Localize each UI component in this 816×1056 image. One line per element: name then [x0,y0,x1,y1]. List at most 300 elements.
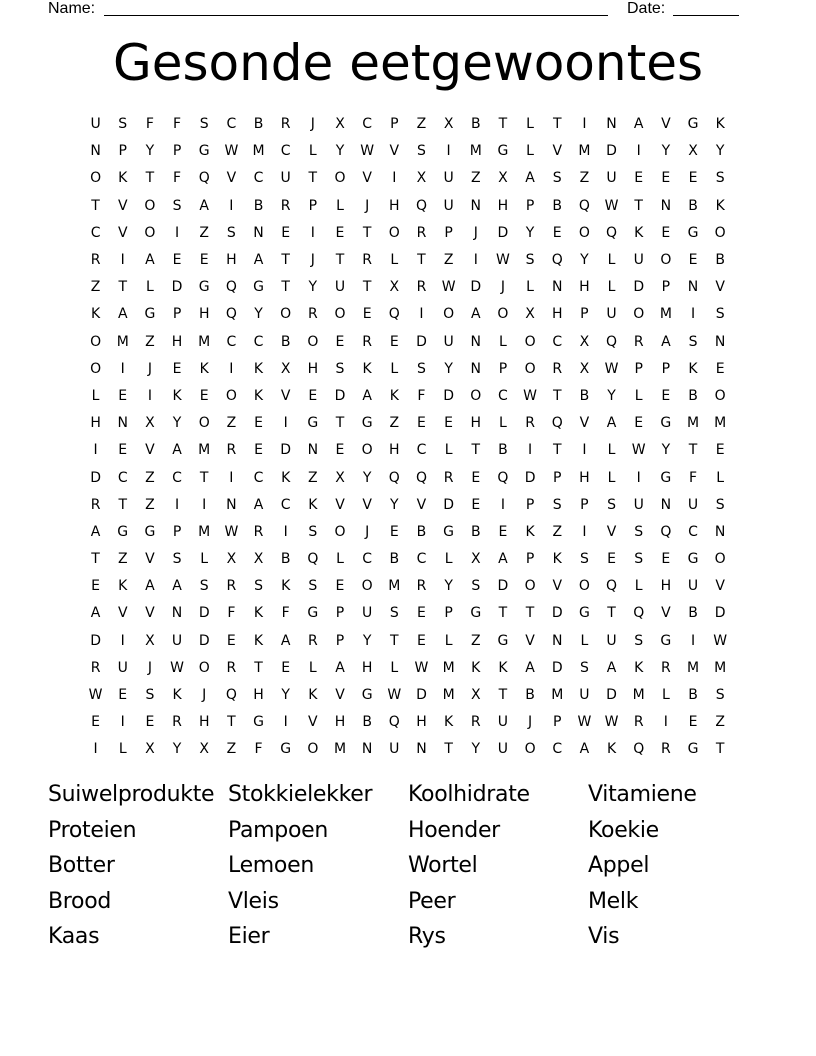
word-list-item: Koolhidrate [408,782,530,807]
grid-letter: Y [145,143,155,160]
grid-letter: L [526,279,534,296]
grid-letter: Y [471,741,481,758]
grid-letter: N [470,360,481,377]
grid-letter: A [90,523,101,540]
grid-letter: E [335,224,345,241]
grid-letter: K [253,387,264,404]
grid-letter: T [227,714,236,731]
grid-letter: O [280,306,292,323]
grid-letter: A [606,415,617,432]
grid-letter: N [90,143,101,160]
grid-letter: K [525,523,535,540]
grid-letter: R [470,714,481,731]
grid-letter: A [90,605,101,622]
grid-letter: D [443,496,454,513]
date-label: Date: [627,0,666,17]
grid-letter: D [443,387,454,404]
grid-letter: A [498,551,508,568]
grid-letter: E [661,551,671,568]
grid-letter: A [579,741,590,758]
grid-letter: D [497,224,509,241]
word-list-item: Kaas [48,924,100,950]
grid-letter: R [90,496,101,513]
word-list-item: Koekie [588,817,659,843]
grid-letter: N [551,632,563,649]
word-list-item: Botter [48,853,115,879]
grid-letter: X [226,551,237,568]
grid-letter: S [715,306,725,323]
grid-letter: T [417,252,426,269]
grid-letter: Z [552,523,563,540]
grid-letter: E [362,306,372,323]
grid-letter: I [93,442,98,459]
grid-letter: I [392,170,397,187]
grid-letter: M [469,143,482,160]
grid-letter: T [362,279,372,296]
grid-letter: M [659,306,672,323]
grid-letter: V [145,442,155,459]
grid-letter: X [443,116,454,133]
grid-letter: H [551,306,563,323]
word-list [48,777,768,955]
grid-letter: E [389,523,399,540]
grid-letter: I [446,143,451,160]
grid-letter: B [688,387,698,404]
grid-letter: L [200,551,209,568]
grid-letter: D [171,279,183,296]
grid-letter: R [307,632,318,649]
grid-letter: K [253,632,264,649]
grid-row [82,682,734,709]
grid-letter: R [226,659,237,676]
grid-letter: N [361,741,373,758]
grid-letter: N [416,741,427,758]
grid-letter: T [254,659,263,676]
grid-letter: R [552,360,563,377]
grid-letter: C [552,741,563,758]
grid-letter: D [524,469,536,486]
grid-row [82,165,734,192]
grid-letter: E [417,632,426,649]
grid-letter: Z [199,224,209,241]
grid-letter: V [145,551,155,568]
grid-letter: B [253,116,264,133]
grid-letter: L [526,143,534,160]
grid-letter: S [579,551,589,568]
grid-letter: N [117,415,128,432]
grid-letter: V [335,496,345,513]
grid-letter: S [172,197,182,214]
grid-letter: X [335,469,345,486]
grid-letter: F [145,116,154,133]
grid-letter: B [362,714,372,731]
grid-letter: G [144,306,156,323]
grid-letter: I [229,360,234,377]
date-blank-line [673,15,739,16]
grid-letter: A [525,170,535,187]
grid-letter: Y [607,387,616,404]
grid-letter: B [470,523,481,540]
grid-letter: Q [606,224,618,241]
grid-letter: Z [470,632,481,649]
grid-letter: K [634,659,644,676]
grid-letter: E [145,714,155,731]
grid-letter: Z [470,170,481,187]
grid-letter: H [90,415,101,432]
header-line [48,0,748,20]
grid-letter: I [120,632,125,649]
grid-letter: P [525,551,535,568]
grid-letter: J [147,360,152,377]
grid-letter: C [226,116,237,133]
grid-letter: O [198,415,210,432]
grid-letter: B [280,333,291,350]
grid-row [82,655,734,682]
grid-letter: P [661,360,671,377]
grid-letter: Y [390,496,399,513]
grid-letter: L [716,469,725,486]
grid-letter: V [362,496,372,513]
grid-letter: R [226,578,237,595]
grid-letter: P [390,116,399,133]
grid-row [82,356,734,383]
name-label: Name: [48,0,96,17]
grid-row [82,329,734,356]
grid-letter: Y [362,469,372,486]
grid-letter: M [578,143,591,160]
grid-letter: C [280,496,291,513]
grid-letter: X [145,415,155,432]
grid-letter: L [336,551,344,568]
grid-letter: T [91,197,100,214]
grid-letter: M [198,523,211,540]
grid-letter: E [634,415,644,432]
grid-letter: T [498,605,508,622]
grid-letter: E [471,469,481,486]
grid-letter: P [172,523,182,540]
grid-letter: K [281,578,291,595]
grid-letter: E [335,578,345,595]
grid-letter: O [524,333,536,350]
grid-letter: W [414,659,429,676]
grid-letter: R [226,442,237,459]
grid-letter: Y [444,578,453,595]
grid-letter: N [253,224,264,241]
grid-letter: C [688,523,698,540]
grid-letter: L [607,279,616,296]
grid-letter: N [470,333,481,350]
grid-letter: E [308,387,318,404]
grid-letter: F [281,605,290,622]
word-list-item: Lemoen [228,853,314,879]
grid-letter: G [361,415,373,432]
word-list-item: Proteien [48,817,137,843]
grid-letter: H [470,415,482,432]
grid-letter: D [280,442,292,459]
grid-letter: R [280,116,291,133]
grid-letter: Y [172,741,182,758]
grid-letter: W [88,687,103,704]
grid-letter: K [362,360,372,377]
grid-letter: I [419,306,424,323]
grid-letter: E [118,387,128,404]
grid-letter: R [253,523,264,540]
grid-letter: B [579,387,590,404]
grid-letter: X [470,551,481,568]
grid-letter: H [253,687,264,704]
grid-letter: G [497,143,509,160]
grid-letter: C [280,143,291,160]
grid-letter: F [688,469,698,486]
grid-letter: B [470,116,481,133]
grid-letter: Q [415,197,427,214]
grid-letter: N [687,279,699,296]
grid-letter: X [416,170,427,187]
grid-letter: O [524,360,536,377]
grid-letter: U [280,170,291,187]
grid-letter: P [553,714,562,731]
grid-letter: N [714,523,726,540]
grid-letter: V [552,143,563,160]
grid-letter: T [362,224,372,241]
grid-letter: V [525,632,535,649]
grid-letter: G [470,605,482,622]
grid-letter: R [416,224,427,241]
grid-letter: S [172,551,182,568]
grid-letter: J [500,279,505,296]
grid-letter: L [526,116,534,133]
grid-letter: U [579,687,590,704]
grid-letter: O [524,578,536,595]
grid-letter: G [307,415,319,432]
grid-letter: C [117,469,128,486]
grid-letter: W [224,523,239,540]
grid-letter: V [117,197,128,214]
grid-letter: B [688,605,698,622]
grid-letter: L [607,442,616,459]
grid-letter: K [199,360,209,377]
grid-letter: K [308,496,318,513]
grid-letter: S [308,523,318,540]
grid-letter: U [687,578,699,595]
grid-letter: R [525,415,535,432]
grid-letter: E [417,605,426,622]
grid-letter: A [145,578,155,595]
grid-letter: T [390,632,399,649]
grid-letter: R [416,578,427,595]
grid-letter: S [199,116,209,133]
grid-letter: J [147,659,152,676]
grid-letter: J [310,252,315,269]
grid-letter: P [498,360,508,377]
grid-letter: M [632,687,645,704]
grid-letter: R [443,469,454,486]
grid-letter: G [198,143,210,160]
grid-letter: S [715,687,725,704]
grid-letter: J [365,523,370,540]
grid-letter: X [579,360,590,377]
grid-letter: I [283,523,288,540]
grid-letter: L [308,659,317,676]
grid-letter: O [714,387,726,404]
grid-letter: S [607,496,616,513]
grid-letter: P [335,605,345,622]
grid-letter: T [552,116,562,133]
grid-letter: C [226,333,237,350]
grid-letter: G [443,523,455,540]
grid-letter: U [443,333,454,350]
grid-letter: L [499,415,507,432]
grid-letter: I [528,442,533,459]
grid-letter: K [308,687,318,704]
grid-letter: H [416,714,427,731]
grid-letter: Q [578,197,590,214]
grid-letter: I [473,252,478,269]
grid-letter: N [226,496,237,513]
grid-letter: I [229,469,234,486]
grid-letter: T [634,197,643,214]
grid-letter: K [118,170,128,187]
grid-letter: D [551,659,563,676]
grid-letter: Q [388,469,400,486]
grid-letter: U [362,605,373,622]
grid-letter: W [631,442,646,459]
grid-letter: U [497,741,509,758]
grid-letter: B [253,197,264,214]
grid-letter: U [606,306,617,323]
grid-letter: P [444,605,453,622]
grid-letter: P [444,224,453,241]
grid-letter: H [226,252,237,269]
grid-row [82,193,734,220]
grid-letter: Z [715,714,725,731]
word-list-item: Stokkielekker [228,782,373,807]
grid-letter: O [334,523,346,540]
grid-letter: D [470,279,482,296]
grid-letter: O [361,442,373,459]
grid-letter: V [606,523,617,540]
grid-row [82,247,734,274]
grid-letter: Q [633,605,645,622]
grid-letter: V [715,279,725,296]
grid-letter: O [578,224,590,241]
grid-letter: O [497,306,509,323]
grid-letter: A [280,632,291,649]
grid-letter: Z [145,469,155,486]
grid-letter: X [470,687,481,704]
grid-letter: Y [254,306,263,323]
grid-letter: B [525,687,535,704]
grid-letter: O [334,306,346,323]
grid-letter: M [686,415,700,432]
grid-row [82,410,734,437]
grid-letter: I [120,714,125,731]
word-list-item: Vleis [228,888,279,914]
grid-letter: R [660,659,671,676]
grid-letter: S [308,578,318,595]
grid-letter: O [578,578,590,595]
grid-letter: W [523,387,537,404]
grid-letter: L [145,279,154,296]
grid-letter: R [416,279,427,296]
grid-letter: N [171,605,183,622]
grid-letter: I [582,442,587,459]
grid-letter: E [607,551,616,568]
grid-letter: E [199,252,209,269]
grid-letter: U [497,714,509,731]
grid-letter: O [144,224,156,241]
grid-letter: E [281,659,291,676]
grid-letter: H [334,714,346,731]
grid-letter: F [173,170,182,187]
grid-letter: Q [551,415,563,432]
grid-letter: T [471,442,481,459]
grid-letter: K [172,687,182,704]
grid-letter: S [389,605,399,622]
grid-letter: K [498,659,508,676]
grid-letter: C [172,469,182,486]
grid-letter: V [308,714,318,731]
grid-letter: T [444,741,453,758]
grid-letter: X [498,170,508,187]
grid-letter: G [497,632,509,649]
grid-letter: D [606,143,617,160]
grid-letter: T [118,279,128,296]
grid-letter: M [551,687,564,704]
grid-letter: Q [415,469,427,486]
grid-letter: C [416,551,427,568]
grid-letter: E [715,360,725,377]
grid-letter: R [362,333,372,350]
word-list-item: Suiwelprodukte [48,782,215,807]
grid-letter: Y [525,224,535,241]
grid-letter: Q [660,523,672,540]
grid-letter: E [417,415,426,432]
grid-row [82,736,734,763]
grid-letter: E [254,415,263,432]
grid-letter: I [690,306,696,323]
grid-letter: G [361,687,373,704]
grid-letter: Q [606,578,618,595]
grid-letter: A [661,333,671,350]
grid-letter: P [634,360,643,377]
grid-letter: P [335,632,345,649]
grid-letter: H [579,469,590,486]
grid-letter: C [498,387,508,404]
grid-letter: F [254,741,263,758]
grid-letter: S [552,170,562,187]
grid-letter: V [715,578,725,595]
grid-letter: W [496,252,510,269]
grid-letter: E [118,687,128,704]
grid-letter: Q [606,333,618,350]
word-list-item: Eier [228,924,270,950]
grid-letter: X [199,741,209,758]
grid-letter: L [607,469,616,486]
grid-letter: P [172,306,182,323]
word-list-item: Appel [588,853,650,879]
grid-letter: N [470,197,481,214]
grid-letter: Q [225,306,237,323]
grid-letter: H [198,714,210,731]
grid-letter: C [253,333,264,350]
grid-letter: I [500,496,505,513]
grid-letter: F [173,116,182,133]
grid-letter: X [389,279,400,296]
grid-letter: P [525,496,535,513]
grid-letter: G [687,741,699,758]
grid-letter: L [91,387,100,404]
